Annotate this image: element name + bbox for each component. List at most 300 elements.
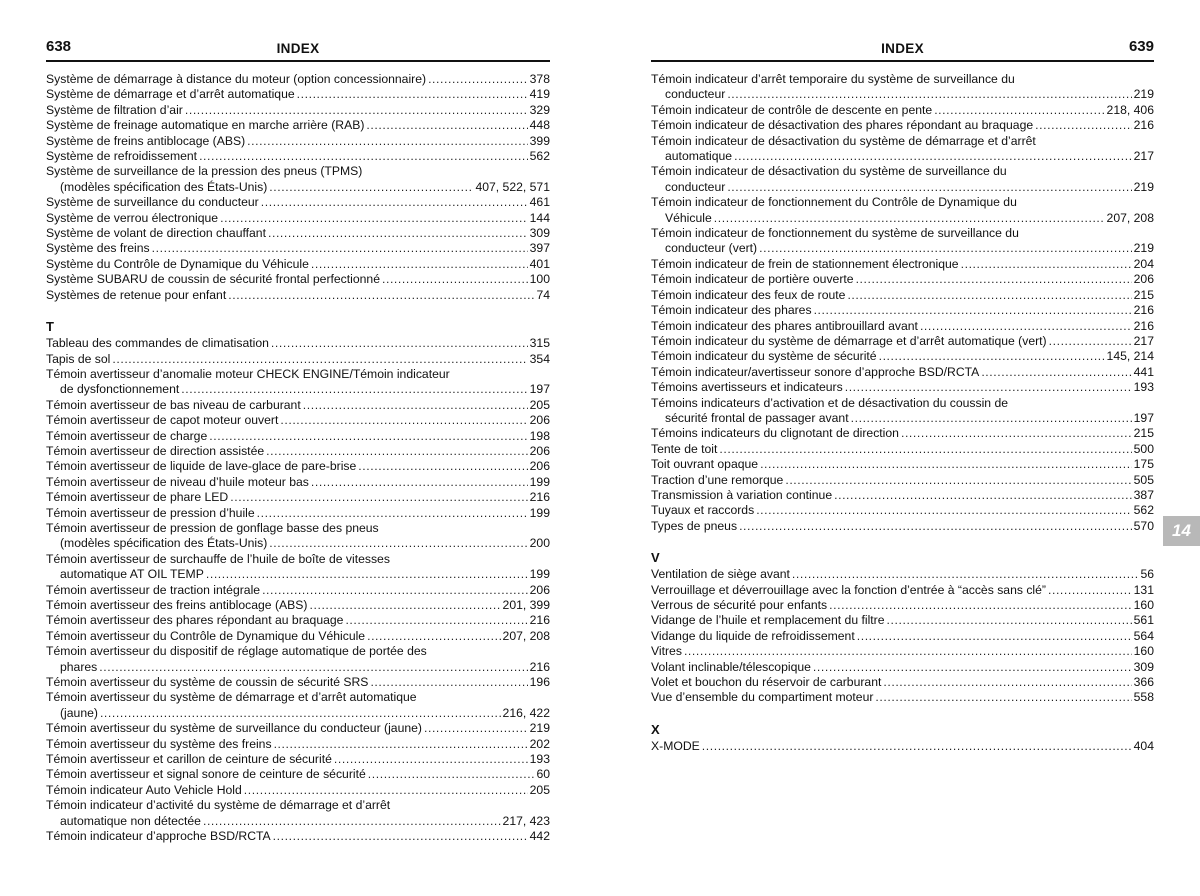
entry-text-line1: Système de surveillance de la pression des pneus (TPMS) xyxy=(46,164,363,179)
dot-leader xyxy=(887,613,1132,628)
dot-leader xyxy=(759,241,1132,256)
page-number: 639 xyxy=(1128,38,1154,55)
index-entry xyxy=(46,134,550,149)
entry-pages: 218, 406 xyxy=(1106,102,1154,117)
index-entry xyxy=(46,103,550,118)
entry-pages: 378 xyxy=(529,72,550,86)
dot-leader xyxy=(100,706,501,721)
entry-text: Témoin indicateur des feux de route xyxy=(651,287,846,302)
index-entry xyxy=(651,72,1154,103)
entry-pages: 558 xyxy=(1133,690,1154,705)
entry-pages: 206 xyxy=(1133,272,1154,287)
index-entry xyxy=(46,675,550,690)
entry-pages: 199 xyxy=(529,505,550,520)
entry-text-line1: Témoin avertisseur de pression de gonflage basse des pneus xyxy=(46,520,379,535)
entry-text-line1: Témoin indicateur de désactivation du système de surveillance du xyxy=(651,164,1007,179)
entry-text-line1: Témoins indicateurs d’activation et de désactivation du coussin de xyxy=(651,395,1009,410)
entry-pages: 562 xyxy=(529,149,550,164)
entry-text-line1: Témoin indicateur de désactivation du système de démarrage et d’arrêt xyxy=(651,133,1036,148)
entry-pages: 204 xyxy=(1133,256,1154,271)
dot-leader xyxy=(756,503,1131,518)
dot-leader xyxy=(382,272,528,287)
index-entry xyxy=(46,195,550,210)
left-page xyxy=(46,0,550,845)
entry-text: (modèles spécification des États-Unis) xyxy=(60,179,268,194)
index-entry xyxy=(46,459,550,474)
entry-text: Verrous de sécurité pour enfants xyxy=(651,598,828,612)
index-entry xyxy=(46,767,550,782)
entry-pages: 219 xyxy=(1133,87,1154,102)
index-entry xyxy=(651,195,1154,226)
entry-text: Témoin avertisseur de traction intégrale xyxy=(46,582,261,597)
entry-pages: 399 xyxy=(529,133,550,148)
index-entry xyxy=(46,444,550,459)
index-entry xyxy=(46,149,550,164)
dot-leader xyxy=(266,444,528,459)
dot-leader xyxy=(981,365,1131,380)
dot-leader xyxy=(274,737,528,752)
dot-leader xyxy=(734,149,1132,164)
entry-pages: 200 xyxy=(529,536,550,551)
index-entry xyxy=(46,257,550,272)
index-entries xyxy=(46,72,550,845)
entry-text: Systèmes de retenue pour enfant xyxy=(46,287,227,302)
entry-pages: 56 xyxy=(1140,567,1154,582)
dot-leader xyxy=(727,87,1131,102)
entry-text: Toit ouvrant opaque xyxy=(651,457,759,472)
index-entry xyxy=(651,675,1154,690)
entry-pages: 217, 423 xyxy=(502,813,550,828)
index-entry xyxy=(46,721,550,736)
entry-text: Témoin avertisseur des freins antiblocage (ABS) xyxy=(46,598,308,612)
entry-pages: 207, 208 xyxy=(1106,210,1154,225)
dot-leader xyxy=(309,598,500,613)
index-entry xyxy=(46,288,550,303)
entry-text: Témoin avertisseur de direction assistée xyxy=(46,443,265,458)
entry-pages: 201, 399 xyxy=(502,598,550,612)
entry-text: Types de pneus xyxy=(651,518,738,533)
page-header xyxy=(46,38,550,62)
index-entry xyxy=(46,552,550,583)
entry-pages: 145, 214 xyxy=(1106,349,1154,364)
entry-pages: 387 xyxy=(1133,487,1154,502)
entry-text-line1: Témoin indicateur de fonctionnement du Contrôle de Dynamique du xyxy=(651,195,1017,210)
entry-pages: 561 xyxy=(1133,613,1154,628)
dot-leader xyxy=(739,519,1132,534)
index-entry xyxy=(46,367,550,398)
index-entry xyxy=(46,490,550,505)
entry-pages: 562 xyxy=(1133,503,1154,518)
dot-leader xyxy=(303,398,528,413)
index-entry xyxy=(46,413,550,428)
entry-pages: 199 xyxy=(529,474,550,489)
index-entry xyxy=(46,352,550,367)
dot-leader xyxy=(99,660,527,675)
index-entry xyxy=(651,503,1154,518)
entry-text: Témoin indicateur de portière ouverte xyxy=(651,272,854,287)
entry-text: Système du Contrôle de Dynamique du Véhicule xyxy=(46,256,309,271)
dot-leader xyxy=(424,721,528,736)
entry-text: Système de volant de direction chauffant xyxy=(46,226,266,241)
index-entry xyxy=(651,690,1154,705)
dot-leader xyxy=(152,241,528,256)
dot-leader xyxy=(702,739,1132,754)
entry-pages: 205 xyxy=(529,397,550,412)
dot-leader xyxy=(847,288,1131,303)
index-entry xyxy=(46,87,550,102)
entry-text: Témoin avertisseur du système des freins xyxy=(46,736,272,751)
dot-leader xyxy=(719,442,1131,457)
entry-pages: 354 xyxy=(529,351,550,366)
dot-leader xyxy=(792,567,1139,582)
entry-pages: 366 xyxy=(1133,675,1154,690)
entry-pages: 315 xyxy=(529,336,550,351)
index-entry xyxy=(651,288,1154,303)
dot-leader xyxy=(370,675,527,690)
dot-leader xyxy=(856,272,1132,287)
entry-text: Vidange du liquide de refroidissement xyxy=(651,628,855,643)
entry-text: Témoin avertisseur du système de surveillance du conducteur (jaune) xyxy=(46,721,422,736)
index-entry xyxy=(651,660,1154,675)
dot-leader xyxy=(268,226,528,241)
index-entry xyxy=(651,349,1154,364)
entry-pages: 461 xyxy=(529,195,550,210)
entry-text: Système de freinage automatique en marche arrière (RAB) xyxy=(46,118,365,133)
index-entry xyxy=(46,629,550,644)
entry-text-line1: Témoin avertisseur d’anomalie moteur CHECK ENGINE/Témoin indicateur xyxy=(46,366,450,381)
entry-pages: 407, 522, 571 xyxy=(475,179,550,194)
dot-leader xyxy=(1048,583,1132,598)
entry-text: Vue d’ensemble du compartiment moteur xyxy=(651,690,874,705)
entry-text: Témoin avertisseur des phares répondant au braquage xyxy=(46,613,344,628)
index-entry xyxy=(46,72,550,87)
entry-pages: 206 xyxy=(529,413,550,428)
dot-leader xyxy=(269,180,473,195)
entry-pages: 216, 422 xyxy=(502,705,550,720)
entry-pages: 219 xyxy=(529,721,550,736)
entry-pages: 131 xyxy=(1133,582,1154,597)
index-entry xyxy=(651,426,1154,441)
index-entry xyxy=(46,598,550,613)
entry-text: Système de filtration d’air xyxy=(46,102,183,117)
entry-pages: 397 xyxy=(529,241,550,256)
dot-leader xyxy=(934,103,1104,118)
entry-text: conducteur (vert) xyxy=(665,241,758,256)
entry-pages: 215 xyxy=(1133,426,1154,441)
entry-pages: 500 xyxy=(1133,441,1154,456)
index-entry xyxy=(46,752,550,767)
entry-text: Tableau des commandes de climatisation xyxy=(46,336,269,351)
entry-text-line1: Témoin avertisseur du dispositif de réglage automatique de portée des xyxy=(46,644,427,659)
entry-pages: 216 xyxy=(529,490,550,505)
dot-leader xyxy=(244,783,528,798)
entry-pages: 60 xyxy=(536,767,550,782)
index-entry xyxy=(46,644,550,675)
index-entry xyxy=(46,398,550,413)
entry-text: Témoin avertisseur de charge xyxy=(46,428,208,443)
dot-leader xyxy=(727,180,1131,195)
dot-leader xyxy=(785,473,1131,488)
index-entry xyxy=(46,506,550,521)
entry-text: Véhicule xyxy=(665,210,712,225)
index-entry xyxy=(46,613,550,628)
page-title: INDEX xyxy=(881,41,924,56)
entry-pages: 216 xyxy=(1133,318,1154,333)
dot-leader xyxy=(228,288,534,303)
dot-leader xyxy=(209,429,527,444)
entry-text: Système de démarrage et d’arrêt automatique xyxy=(46,87,295,102)
entry-pages: 442 xyxy=(529,829,550,844)
index-entry xyxy=(651,334,1154,349)
dot-leader xyxy=(257,506,528,521)
dot-leader xyxy=(345,613,527,628)
index-entry xyxy=(46,226,550,241)
entry-pages: 160 xyxy=(1133,598,1154,612)
entry-text: Système de verrou électronique xyxy=(46,210,219,225)
dot-leader xyxy=(230,490,527,505)
entry-text: automatique xyxy=(665,149,733,164)
entry-text: Transmission à variation continue xyxy=(651,487,833,502)
entry-pages: 219 xyxy=(1133,241,1154,256)
entry-text: Témoin avertisseur et carillon de ceinture de sécurité xyxy=(46,752,332,767)
index-entry xyxy=(46,118,550,133)
dot-leader xyxy=(834,488,1132,503)
entry-text: Témoin avertisseur de capot moteur ouvert xyxy=(46,413,279,428)
entry-pages: 205 xyxy=(529,782,550,797)
index-entry xyxy=(46,737,550,752)
dot-leader xyxy=(879,349,1105,364)
entry-text: Vidange de l’huile et remplacement du filtre xyxy=(651,613,885,628)
dot-leader xyxy=(920,319,1132,334)
entry-pages: 215 xyxy=(1133,287,1154,302)
dot-leader xyxy=(262,583,528,598)
entry-text-line1: Témoin avertisseur du système de démarrage et d’arrêt automatique xyxy=(46,690,417,705)
entry-text: Témoin indicateur de frein de stationnement électronique xyxy=(651,256,959,271)
index-entry xyxy=(651,396,1154,427)
entry-text: Témoin avertisseur de liquide de lave-glace de pare-brise xyxy=(46,459,357,474)
dot-leader xyxy=(220,211,528,226)
entry-text: (jaune) xyxy=(60,705,98,720)
dot-leader xyxy=(358,459,527,474)
index-entry xyxy=(651,598,1154,613)
index-entry xyxy=(46,336,550,351)
entry-text: Système de surveillance du conducteur xyxy=(46,195,259,210)
entry-pages: 207, 208 xyxy=(502,628,550,643)
entry-text: Témoins indicateurs du clignotant de direction xyxy=(651,426,899,441)
entry-text-line1: Témoin indicateur d’activité du système de démarrage et d’arrêt xyxy=(46,798,391,813)
entry-pages: 206 xyxy=(529,459,550,474)
entry-text: Témoin indicateur du système de démarrage et d’arrêt automatique (vert) xyxy=(651,333,1047,348)
entry-pages: 216 xyxy=(529,659,550,674)
entry-text: automatique non détectée xyxy=(60,813,201,828)
index-entry xyxy=(651,739,1154,754)
entry-text: conducteur xyxy=(665,87,726,102)
dot-leader xyxy=(271,336,528,351)
entry-pages: 217 xyxy=(1133,149,1154,164)
entry-pages: 216 xyxy=(1133,303,1154,318)
dot-leader xyxy=(875,690,1131,705)
entry-pages: 419 xyxy=(529,87,550,102)
index-entry xyxy=(651,613,1154,628)
entry-pages: 100 xyxy=(529,272,550,287)
index-entry xyxy=(651,134,1154,165)
dot-leader xyxy=(1049,334,1132,349)
entry-pages: 564 xyxy=(1133,628,1154,643)
entry-pages: 217 xyxy=(1133,333,1154,348)
entry-pages: 448 xyxy=(529,118,550,133)
index-entry xyxy=(651,583,1154,598)
page-header xyxy=(651,38,1154,62)
dot-leader xyxy=(112,352,527,367)
entry-text: phares xyxy=(60,659,98,674)
index-entry xyxy=(46,272,550,287)
index-entry xyxy=(46,429,550,444)
index-entry xyxy=(651,442,1154,457)
entry-text: Témoin avertisseur de bas niveau de carburant xyxy=(46,397,301,412)
entry-text: Témoin avertisseur de niveau d’huile moteur bas xyxy=(46,474,309,489)
index-entries xyxy=(651,72,1154,754)
entry-text: Témoin indicateur du système de sécurité xyxy=(651,349,877,364)
index-entry xyxy=(46,475,550,490)
dot-leader xyxy=(366,118,527,133)
index-entry xyxy=(651,272,1154,287)
index-entry xyxy=(46,690,550,721)
dot-leader xyxy=(311,475,528,490)
entry-text: Témoin avertisseur de pression d’huile xyxy=(46,505,255,520)
index-entry xyxy=(46,829,550,844)
dot-leader xyxy=(203,814,501,829)
entry-text: Volet et bouchon du réservoir de carburant xyxy=(651,675,882,690)
dot-leader xyxy=(845,380,1132,395)
index-entry xyxy=(651,644,1154,659)
entry-text: Témoin indicateur de contrôle de descente en pente xyxy=(651,102,933,117)
dot-leader xyxy=(206,567,528,582)
entry-text: Volant inclinable/télescopique xyxy=(651,659,811,674)
entry-text: Témoin avertisseur du système de coussin de sécurité SRS xyxy=(46,675,369,690)
entry-pages: 404 xyxy=(1133,738,1154,753)
index-entry xyxy=(651,118,1154,133)
index-entry xyxy=(651,103,1154,118)
entry-text: conducteur xyxy=(665,179,726,194)
entry-pages: 441 xyxy=(1133,364,1154,379)
index-entry xyxy=(651,380,1154,395)
index-entry xyxy=(46,164,550,195)
index-entry xyxy=(651,519,1154,534)
section-letter: T xyxy=(46,319,54,335)
index-entry xyxy=(46,783,550,798)
entry-pages: 193 xyxy=(529,752,550,767)
entry-text-line1: Témoin indicateur d’arrêt temporaire du système de surveillance du xyxy=(651,72,1015,86)
entry-text: Verrouillage et déverrouillage avec la fonction d’entrée à “accès sans clé” xyxy=(651,582,1046,597)
entry-text: Traction d’une remorque xyxy=(651,472,784,487)
entry-pages: 196 xyxy=(529,675,550,690)
section-letter: X xyxy=(651,721,660,737)
page-number: 638 xyxy=(46,38,72,55)
entry-text: de dysfonctionnement xyxy=(60,382,180,397)
entry-pages: 216 xyxy=(1133,118,1154,133)
entry-text: Témoins avertisseurs et indicateurs xyxy=(651,380,843,395)
dot-leader xyxy=(714,211,1105,226)
index-entry xyxy=(46,521,550,552)
dot-leader xyxy=(428,72,528,87)
index-entry xyxy=(651,226,1154,257)
dot-leader xyxy=(311,257,528,272)
entry-text: Témoin avertisseur de phare LED xyxy=(46,490,229,505)
entry-text: X-MODE xyxy=(651,738,700,753)
dot-leader xyxy=(1035,118,1132,133)
entry-text: Témoin indicateur d’approche BSD/RCTA xyxy=(46,829,271,844)
dot-leader xyxy=(814,303,1132,318)
entry-pages: 206 xyxy=(529,443,550,458)
entry-pages: 197 xyxy=(529,382,550,397)
entry-text: Témoin indicateur/avertisseur sonore d’approche BSD/RCTA xyxy=(651,364,980,379)
entry-pages: 309 xyxy=(529,226,550,241)
entry-text: automatique AT OIL TEMP xyxy=(60,567,204,582)
dot-leader xyxy=(297,87,528,102)
entry-pages: 309 xyxy=(1133,659,1154,674)
dot-leader xyxy=(181,382,527,397)
entry-pages: 193 xyxy=(1133,380,1154,395)
entry-pages: 570 xyxy=(1133,518,1154,533)
entry-text: Ventilation de siège avant xyxy=(651,567,790,582)
dot-leader xyxy=(199,149,528,164)
dot-leader xyxy=(280,413,527,428)
index-entry xyxy=(651,257,1154,272)
entry-text: Système SUBARU de coussin de sécurité frontal perfectionné xyxy=(46,272,380,287)
entry-pages: 216 xyxy=(529,613,550,628)
chapter-tab: 14 xyxy=(1163,516,1200,546)
index-entry xyxy=(651,629,1154,644)
dot-leader xyxy=(857,629,1132,644)
entry-text: Témoin avertisseur et signal sonore de ceinture de sécurité xyxy=(46,767,366,782)
entry-text: Témoin indicateur des phares xyxy=(651,303,812,318)
entry-text: Témoin avertisseur du Contrôle de Dynamique du Véhicule xyxy=(46,628,366,643)
entry-text-line1: Témoin indicateur de fonctionnement du système de surveillance du xyxy=(651,226,1019,241)
entry-text: Système de freins antiblocage (ABS) xyxy=(46,133,246,148)
dot-leader xyxy=(901,426,1132,441)
index-entry xyxy=(651,303,1154,318)
dot-leader xyxy=(829,598,1132,613)
section-letter: V xyxy=(651,550,660,566)
dot-leader xyxy=(367,629,500,644)
dot-leader xyxy=(813,660,1132,675)
index-entry xyxy=(651,473,1154,488)
entry-pages: 197 xyxy=(1133,410,1154,425)
dot-leader xyxy=(261,195,528,210)
index-entry xyxy=(651,567,1154,582)
dot-leader xyxy=(760,457,1132,472)
entry-text: Témoin indicateur de désactivation des phares répondant au braquage xyxy=(651,118,1034,133)
dot-leader xyxy=(684,644,1132,659)
entry-pages: 206 xyxy=(529,582,550,597)
entry-text: Vitres xyxy=(651,644,682,659)
entry-text: sécurité frontal de passager avant xyxy=(665,410,849,425)
dot-leader xyxy=(368,767,535,782)
dot-leader xyxy=(961,257,1132,272)
dot-leader xyxy=(334,752,528,767)
entry-text: Témoin indicateur Auto Vehicle Hold xyxy=(46,782,242,797)
entry-pages: 198 xyxy=(529,428,550,443)
index-entry xyxy=(46,241,550,256)
index-entry xyxy=(46,583,550,598)
entry-pages: 202 xyxy=(529,736,550,751)
entry-pages: 505 xyxy=(1133,472,1154,487)
entry-pages: 160 xyxy=(1133,644,1154,659)
dot-leader xyxy=(273,829,528,844)
index-entry xyxy=(651,488,1154,503)
entry-text: Système de refroidissement xyxy=(46,149,198,164)
dot-leader xyxy=(851,411,1132,426)
